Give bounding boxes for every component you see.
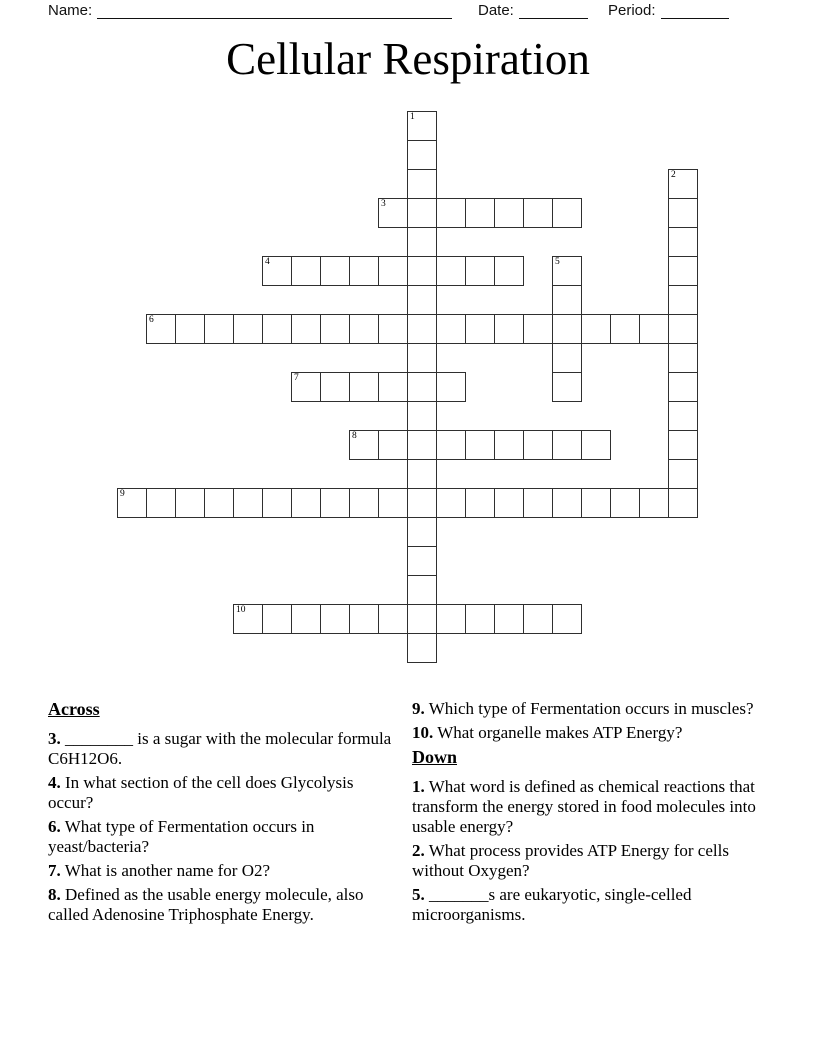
grid-cell[interactable]	[291, 372, 321, 402]
grid-cell[interactable]	[639, 314, 669, 344]
grid-cell[interactable]	[407, 198, 437, 228]
grid-cell[interactable]	[436, 256, 466, 286]
grid-cell[interactable]	[494, 314, 524, 344]
grid-cell[interactable]	[494, 488, 524, 518]
clue-number-label: 3.	[48, 729, 61, 748]
grid-cell[interactable]	[465, 256, 495, 286]
grid-cell[interactable]	[465, 604, 495, 634]
clue-item: 4. In what section of the cell does Glycolysis occur?	[48, 773, 354, 812]
grid-cell[interactable]	[320, 488, 350, 518]
grid-cell[interactable]	[233, 488, 263, 518]
grid-cell[interactable]	[552, 285, 582, 315]
grid-cell[interactable]	[262, 488, 292, 518]
grid-cell[interactable]	[291, 488, 321, 518]
grid-cell[interactable]	[262, 604, 292, 634]
grid-cell[interactable]	[146, 488, 176, 518]
clue-number-label: 5.	[412, 885, 425, 904]
grid-cell[interactable]	[378, 488, 408, 518]
grid-cell[interactable]	[407, 343, 437, 373]
grid-cell[interactable]	[175, 488, 205, 518]
grid-cell[interactable]	[465, 198, 495, 228]
grid-cell[interactable]	[349, 430, 379, 460]
grid-cell[interactable]	[436, 372, 466, 402]
grid-cell[interactable]	[610, 488, 640, 518]
grid-cell[interactable]	[349, 372, 379, 402]
name-label: Name:	[48, 2, 93, 19]
clue-number-label: 2.	[412, 841, 425, 860]
grid-cell[interactable]	[581, 314, 611, 344]
clue-number: 5	[555, 257, 560, 267]
grid-cell[interactable]	[668, 430, 698, 460]
grid-cell[interactable]	[407, 256, 437, 286]
clue-number: 4	[265, 257, 270, 267]
grid-cell[interactable]	[349, 604, 379, 634]
clue-number: 6	[149, 315, 154, 325]
grid-cell[interactable]	[581, 488, 611, 518]
grid-cell[interactable]	[407, 604, 437, 634]
grid-cell[interactable]	[668, 343, 698, 373]
clue-item: 8. Defined as the usable energy molecule, also called Adenosine Triphosphate Energy.	[48, 885, 364, 924]
clue-item: 5. _______s are eukaryotic, single-celled microorganisms.	[412, 885, 692, 924]
grid-cell[interactable]	[668, 169, 698, 199]
grid-cell[interactable]	[378, 430, 408, 460]
grid-cell[interactable]	[407, 517, 437, 547]
grid-cell[interactable]	[407, 372, 437, 402]
grid-cell[interactable]	[436, 198, 466, 228]
grid-cell[interactable]	[465, 314, 495, 344]
grid-cell[interactable]	[465, 430, 495, 460]
grid-cell[interactable]	[494, 198, 524, 228]
clue-number: 9	[120, 489, 125, 499]
clues-section	[48, 699, 770, 929]
grid-cell[interactable]	[320, 256, 350, 286]
clue-number: 3	[381, 199, 386, 209]
clue-item: 3. ________ is a sugar with the molecular formula C6H12O6.	[48, 729, 392, 768]
clue-item: 7. What is another name for O2?	[48, 861, 271, 880]
grid-cell[interactable]	[494, 604, 524, 634]
grid-cell[interactable]	[552, 372, 582, 402]
grid-cell[interactable]	[407, 169, 437, 199]
grid-cell[interactable]	[378, 198, 408, 228]
grid-cell[interactable]	[349, 256, 379, 286]
grid-cell[interactable]	[175, 314, 205, 344]
grid-cell[interactable]	[407, 314, 437, 344]
grid-cell[interactable]	[407, 488, 437, 518]
grid-cell[interactable]	[407, 633, 437, 663]
grid-cell[interactable]	[291, 604, 321, 634]
grid-cell[interactable]	[407, 575, 437, 605]
grid-cell[interactable]	[523, 604, 553, 634]
grid-cell[interactable]	[494, 430, 524, 460]
grid-cell[interactable]	[407, 546, 437, 576]
grid-cell[interactable]	[494, 256, 524, 286]
grid-cell[interactable]	[668, 198, 698, 228]
clue-item: 2. What process provides ATP Energy for cells without Oxygen?	[412, 841, 729, 880]
grid-cell[interactable]	[523, 314, 553, 344]
grid-cell[interactable]	[552, 488, 582, 518]
grid-cell[interactable]	[378, 314, 408, 344]
grid-cell[interactable]	[668, 401, 698, 431]
clues-section-heading: Down	[412, 747, 458, 767]
grid-cell[interactable]	[552, 343, 582, 373]
grid-cell[interactable]	[552, 314, 582, 344]
clue-number: 2	[671, 170, 676, 180]
grid-cell[interactable]	[349, 488, 379, 518]
grid-cell[interactable]	[436, 488, 466, 518]
grid-cell[interactable]	[378, 256, 408, 286]
grid-cell[interactable]	[407, 401, 437, 431]
clue-number: 1	[410, 112, 415, 122]
grid-cell[interactable]	[320, 604, 350, 634]
clue-item: 1. What word is defined as chemical reactions that transform the energy stored in food molecules into usable energy?	[412, 777, 756, 836]
clue-number-label: 4.	[48, 773, 61, 792]
grid-cell[interactable]	[552, 430, 582, 460]
grid-cell[interactable]	[668, 314, 698, 344]
grid-cell[interactable]	[233, 314, 263, 344]
grid-cell[interactable]	[407, 430, 437, 460]
grid-cell[interactable]	[262, 314, 292, 344]
grid-cell[interactable]	[639, 488, 669, 518]
grid-cell[interactable]	[349, 314, 379, 344]
period-label: Period:	[608, 2, 656, 19]
clue-number: 10	[236, 605, 246, 615]
clue-number: 8	[352, 431, 357, 441]
clue-number-label: 7.	[48, 861, 61, 880]
grid-cell[interactable]	[668, 372, 698, 402]
grid-cell[interactable]	[204, 314, 234, 344]
clues-section-heading: Across	[48, 699, 100, 719]
grid-cell[interactable]	[436, 430, 466, 460]
grid-cell[interactable]	[668, 256, 698, 286]
grid-cell[interactable]	[378, 372, 408, 402]
grid-cell[interactable]	[204, 488, 234, 518]
grid-cell[interactable]	[291, 256, 321, 286]
grid-cell[interactable]	[262, 256, 292, 286]
grid-cell[interactable]	[523, 430, 553, 460]
grid-cell[interactable]	[668, 285, 698, 315]
clues-column-left	[48, 699, 396, 929]
grid-cell[interactable]	[320, 372, 350, 402]
clue-number-label: 10.	[412, 723, 434, 742]
clues-column-right	[412, 699, 770, 929]
grid-cell[interactable]	[407, 227, 437, 257]
grid-cell[interactable]	[523, 198, 553, 228]
grid-cell[interactable]	[610, 314, 640, 344]
clue-number: 7	[294, 373, 299, 383]
grid-cell[interactable]	[465, 488, 495, 518]
clue-item: 10. What organelle makes ATP Energy?	[412, 723, 683, 742]
clue-item: 9. Which type of Fermentation occurs in muscles?	[412, 699, 754, 718]
grid-cell[interactable]	[233, 604, 263, 634]
grid-cell[interactable]	[378, 604, 408, 634]
grid-cell[interactable]	[668, 488, 698, 518]
clue-item: 6. What type of Fermentation occurs in yeast/bacteria?	[48, 817, 315, 856]
clue-number-label: 6.	[48, 817, 61, 836]
date-label: Date:	[478, 2, 514, 19]
grid-cell[interactable]	[552, 604, 582, 634]
grid-cell[interactable]	[436, 604, 466, 634]
grid-cell[interactable]	[320, 314, 350, 344]
clue-number-label: 1.	[412, 777, 425, 796]
grid-cell[interactable]	[436, 314, 466, 344]
clue-number-label: 9.	[412, 699, 425, 718]
clue-number-label: 8.	[48, 885, 61, 904]
grid-cell[interactable]	[581, 430, 611, 460]
grid-cell[interactable]	[552, 256, 582, 286]
page-title: Cellular Respiration	[226, 34, 590, 84]
grid-cell[interactable]	[523, 488, 553, 518]
grid-cell[interactable]	[552, 198, 582, 228]
grid-cell[interactable]	[407, 285, 437, 315]
grid-cell[interactable]	[407, 459, 437, 489]
grid-cell[interactable]	[291, 314, 321, 344]
grid-cell[interactable]	[407, 140, 437, 170]
grid-cell[interactable]	[668, 459, 698, 489]
grid-cell[interactable]	[407, 111, 437, 141]
grid-cell[interactable]	[117, 488, 147, 518]
grid-cell[interactable]	[146, 314, 176, 344]
grid-cell[interactable]	[668, 227, 698, 257]
